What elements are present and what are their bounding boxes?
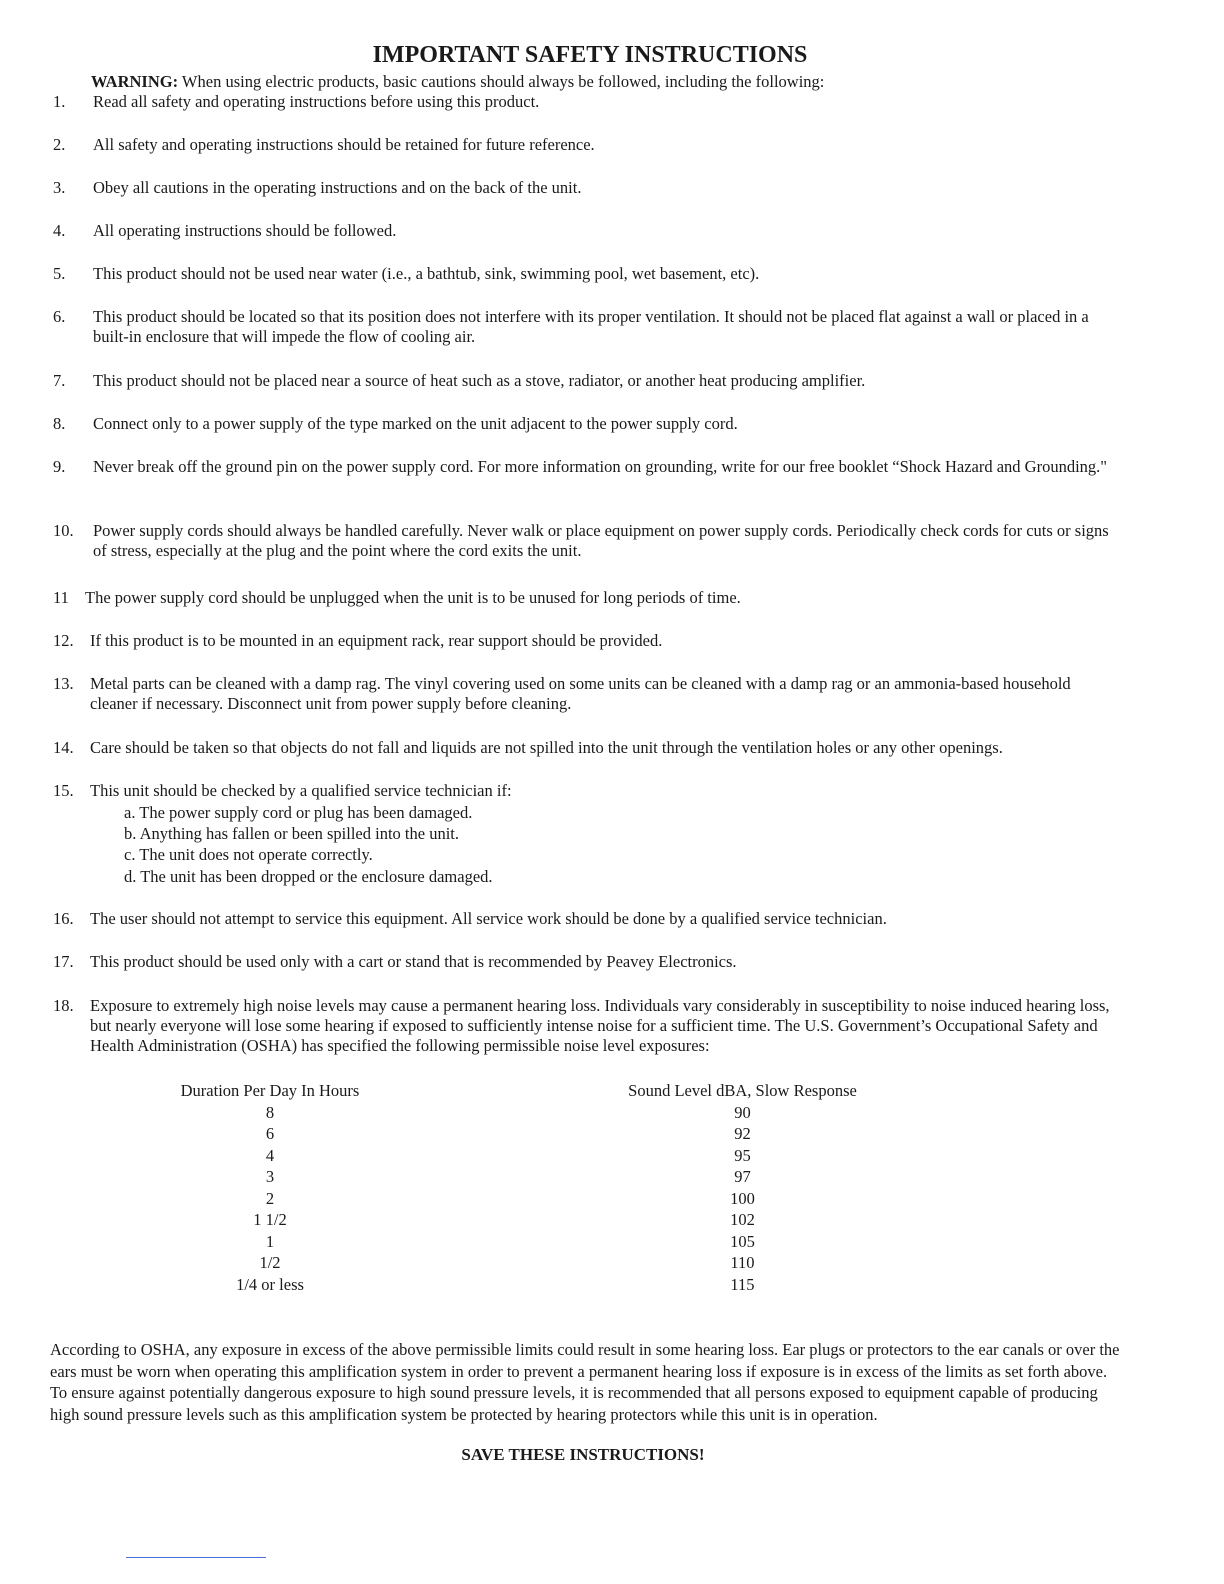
item-text: This product should be located so that its position does not interfere with its proper ventilation. It should not be placed flat against a wall or placed in a built-in enclosure that will impede the flow of cooling air. bbox=[93, 307, 1089, 346]
save-instructions-heading: SAVE THESE INSTRUCTIONS! bbox=[461, 1445, 705, 1464]
item-number: 3. bbox=[53, 178, 66, 197]
table-cell: 105 bbox=[730, 1231, 755, 1251]
sub-item: b. Anything has fallen or been spilled into the unit. bbox=[124, 824, 459, 843]
item-number: 9. bbox=[53, 457, 66, 476]
table-cell: 97 bbox=[734, 1167, 751, 1186]
divider-line bbox=[126, 1557, 266, 1558]
table-cell: 102 bbox=[730, 1210, 755, 1229]
table-cell: 2 bbox=[265, 1188, 275, 1208]
column-header: Sound Level dBA, Slow Response bbox=[628, 1081, 857, 1100]
duration-column bbox=[160, 1080, 380, 1295]
item-number: 14. bbox=[53, 738, 74, 757]
table-cell: 1 1/2 bbox=[253, 1210, 287, 1229]
item-text: Never break off the ground pin on the power supply cord. For more information on grounding, write for our free booklet “Shock Hazard and Grounding." bbox=[93, 457, 1108, 476]
column-header: Duration Per Day In Hours bbox=[180, 1081, 360, 1100]
item-text: All safety and operating instructions should be retained for future reference. bbox=[93, 135, 595, 154]
item-number: 18. bbox=[53, 996, 74, 1015]
item-number: 10. bbox=[53, 521, 74, 540]
item-number: 2. bbox=[53, 135, 66, 154]
table-cell: 8 bbox=[265, 1102, 275, 1122]
warning-text: When using electric products, basic cautions should always be followed, including the following: bbox=[178, 72, 825, 91]
table-cell: 92 bbox=[734, 1124, 751, 1143]
sub-item: c. The unit does not operate correctly. bbox=[124, 845, 373, 864]
item-text: Connect only to a power supply of the type marked on the unit adjacent to the power supply cord. bbox=[93, 414, 738, 433]
item-text: This product should be used only with a cart or stand that is recommended by Peavey Electronics. bbox=[90, 952, 737, 971]
sub-item: d. The unit has been dropped or the enclosure damaged. bbox=[124, 867, 493, 886]
table-cell: 90 bbox=[734, 1102, 751, 1122]
table-cell: 6 bbox=[265, 1124, 275, 1143]
item-number: 11 bbox=[53, 588, 69, 607]
item-number: 5. bbox=[53, 264, 66, 283]
page-title: IMPORTANT SAFETY INSTRUCTIONS bbox=[372, 42, 808, 68]
item-number: 12. bbox=[53, 631, 74, 650]
item-number: 15. bbox=[53, 781, 74, 800]
warning-line bbox=[91, 72, 824, 92]
item-number: 13. bbox=[53, 674, 74, 693]
item-text: This product should not be placed near a source of heat such as a stove, radiator, or another heat producing amplifier. bbox=[93, 371, 866, 390]
table-cell: 110 bbox=[730, 1253, 755, 1272]
table-cell: 3 bbox=[265, 1167, 275, 1186]
table-cell: 1/4 or less bbox=[236, 1274, 304, 1294]
table-cell: 100 bbox=[730, 1188, 755, 1208]
item-text: The power supply cord should be unplugged when the unit is to be unused for long periods of time. bbox=[85, 588, 741, 607]
item-text: Obey all cautions in the operating instructions and on the back of the unit. bbox=[93, 178, 582, 197]
item-number: 8. bbox=[53, 414, 66, 433]
item-number: 4. bbox=[53, 221, 66, 240]
item-text: Exposure to extremely high noise levels may cause a permanent hearing loss. Individuals vary considerably in susceptibility to noise induced hearing loss, but nearly everyone will lose some hearing if exposed to sufficiently intense noise for a sufficient time. The U.S. Government’s Occupational Safety and Health Administration (OSHA) has specified the following permissible noise level exposures: bbox=[90, 996, 1110, 1055]
table-cell: 4 bbox=[265, 1145, 275, 1165]
item-text: This unit should be checked by a qualified service technician if: bbox=[90, 781, 512, 800]
item-number: 17. bbox=[53, 952, 74, 971]
closing-paragraph: According to OSHA, any exposure in excess of the above permissible limits could result in some hearing loss. Ear plugs or protectors to the ear canals or over the ears must be worn when operating this amplification system in order to prevent a permanent hearing loss if exposure is in excess of the limits as set forth above. To ensure against potentially dangerous exposure to high sound pressure levels, it is recommended that all persons exposed to equipment capable of producing high sound pressure levels such as this amplification system be protected by hearing protectors while this unit is in operation. bbox=[50, 1340, 1120, 1424]
item-number: 1. bbox=[53, 92, 66, 111]
item-text: Read all safety and operating instructions before using this product. bbox=[93, 92, 540, 111]
item-text: The user should not attempt to service this equipment. All service work should be done by a qualified service technician. bbox=[90, 909, 887, 928]
item-text: Metal parts can be cleaned with a damp rag. The vinyl covering used on some units can be cleaned with a damp rag or an ammonia-based household cleaner if necessary. Disconnect unit from power supply before cleaning. bbox=[90, 674, 1071, 713]
item-number: 7. bbox=[53, 371, 66, 390]
table-cell: 1/2 bbox=[259, 1253, 281, 1272]
item-text: All operating instructions should be followed. bbox=[93, 221, 397, 240]
sub-item: a. The power supply cord or plug has been damaged. bbox=[124, 803, 473, 822]
item-number: 16. bbox=[53, 909, 74, 928]
item-text: If this product is to be mounted in an equipment rack, rear support should be provided. bbox=[90, 631, 663, 650]
item-text: Power supply cords should always be handled carefully. Never walk or place equipment on power supply cords. Periodically check cords for cuts or signs of stress, especially at the plug and the point where the cord exits the unit. bbox=[93, 521, 1109, 560]
item-text: This product should not be used near water (i.e., a bathtub, sink, swimming pool, wet basement, etc). bbox=[93, 264, 760, 283]
table-cell: 1 bbox=[265, 1231, 275, 1251]
item-text: Care should be taken so that objects do not fall and liquids are not spilled into the unit through the ventilation holes or any other openings. bbox=[90, 738, 1003, 757]
table-cell: 115 bbox=[730, 1274, 755, 1294]
warning-label: WARNING: bbox=[91, 72, 179, 91]
sound-level-column bbox=[600, 1080, 885, 1295]
table-cell: 95 bbox=[734, 1145, 751, 1165]
item-number: 6. bbox=[53, 307, 66, 326]
